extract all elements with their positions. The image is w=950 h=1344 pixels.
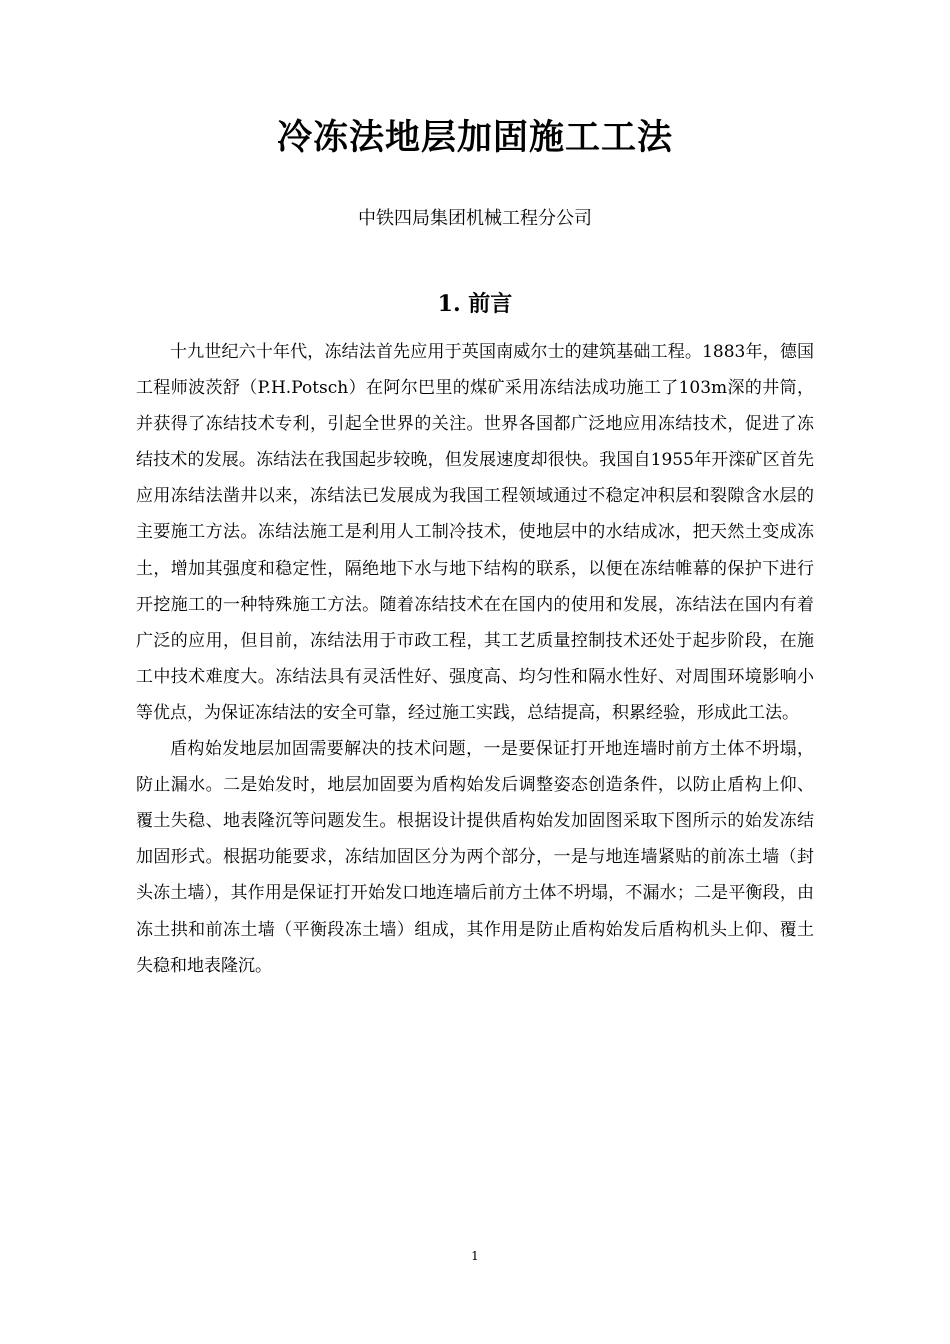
author-organization: 中铁四局集团机械工程分公司 [358, 208, 592, 229]
paragraph-2: 盾构始发地层加固需要解决的技术问题，一是要保证打开地连墙时前方土体不坍塌，防止漏水。二是始发时，地层加固要为盾构始发后调整姿态创造条件，以防止盾构上仰、覆土失稳、地表隆沉等问题发生。根据设计提供盾构始发加固图采取下图所示的始发冻结加固形式。根据功能要求，冻结加固区分为两个部分，一是与地连墙紧贴的前冻土墙（封头冻土墙），其作用是保证打开始发口地连墙后前方土体不坍塌，不漏水；二是平衡段，由冻土拱和前冻土墙（平衡段冻土墙）组成，其作用是防止盾构始发后盾构机头上仰、覆土失稳和地表隆沉。 [136, 739, 814, 976]
section-heading: 1. 前言 [437, 291, 513, 317]
paragraph-1: 十九世纪六十年代，冻结法首先应用于英国南威尔士的建筑基础工程。1883年，德国工程师波茨舒（P.H.Potsch）在阿尔巴里的煤矿采用冻结法成功施工了103m深的井筒，并获得了冻结技术专利，引起全世界的关注。世界各国都广泛地应用冻结技术，促进了冻结技术的发展。冻结法在我国起步较晚，但发展速度却很快。我国自1955年开滦矿区首先应用冻结法凿井以来，冻结法已发展成为我国工程领域通过不稳定冲积层和裂隙含水层的主要施工方法。冻结法施工是利用人工制冷技术，使地层中的水结成冰，把天然土变成冻土，增加其强度和稳定性，隔绝地下水与地下结构的联系，以便在冻结帷幕的保护下进行开挖施工的一种特殊施工方法。随着冻结技术在在国内的使用和发展，冻结法在国内有着广泛的应用，但目前，冻结法用于市政工程，其工艺质量控制技术还处于起步阶段，在施工中技术难度大。冻结法具有灵活性好、强度高、均匀性和隔水性好、对周围环境影响小等优点，为保证冻结法的安全可靠，经过施工实践，总结提高，积累经验，形成此工法。 [136, 342, 814, 723]
document-title: 冷冻法地层加固施工工法 [276, 117, 673, 158]
section-body [136, 334, 814, 984]
page-number: 1 [471, 1249, 479, 1263]
